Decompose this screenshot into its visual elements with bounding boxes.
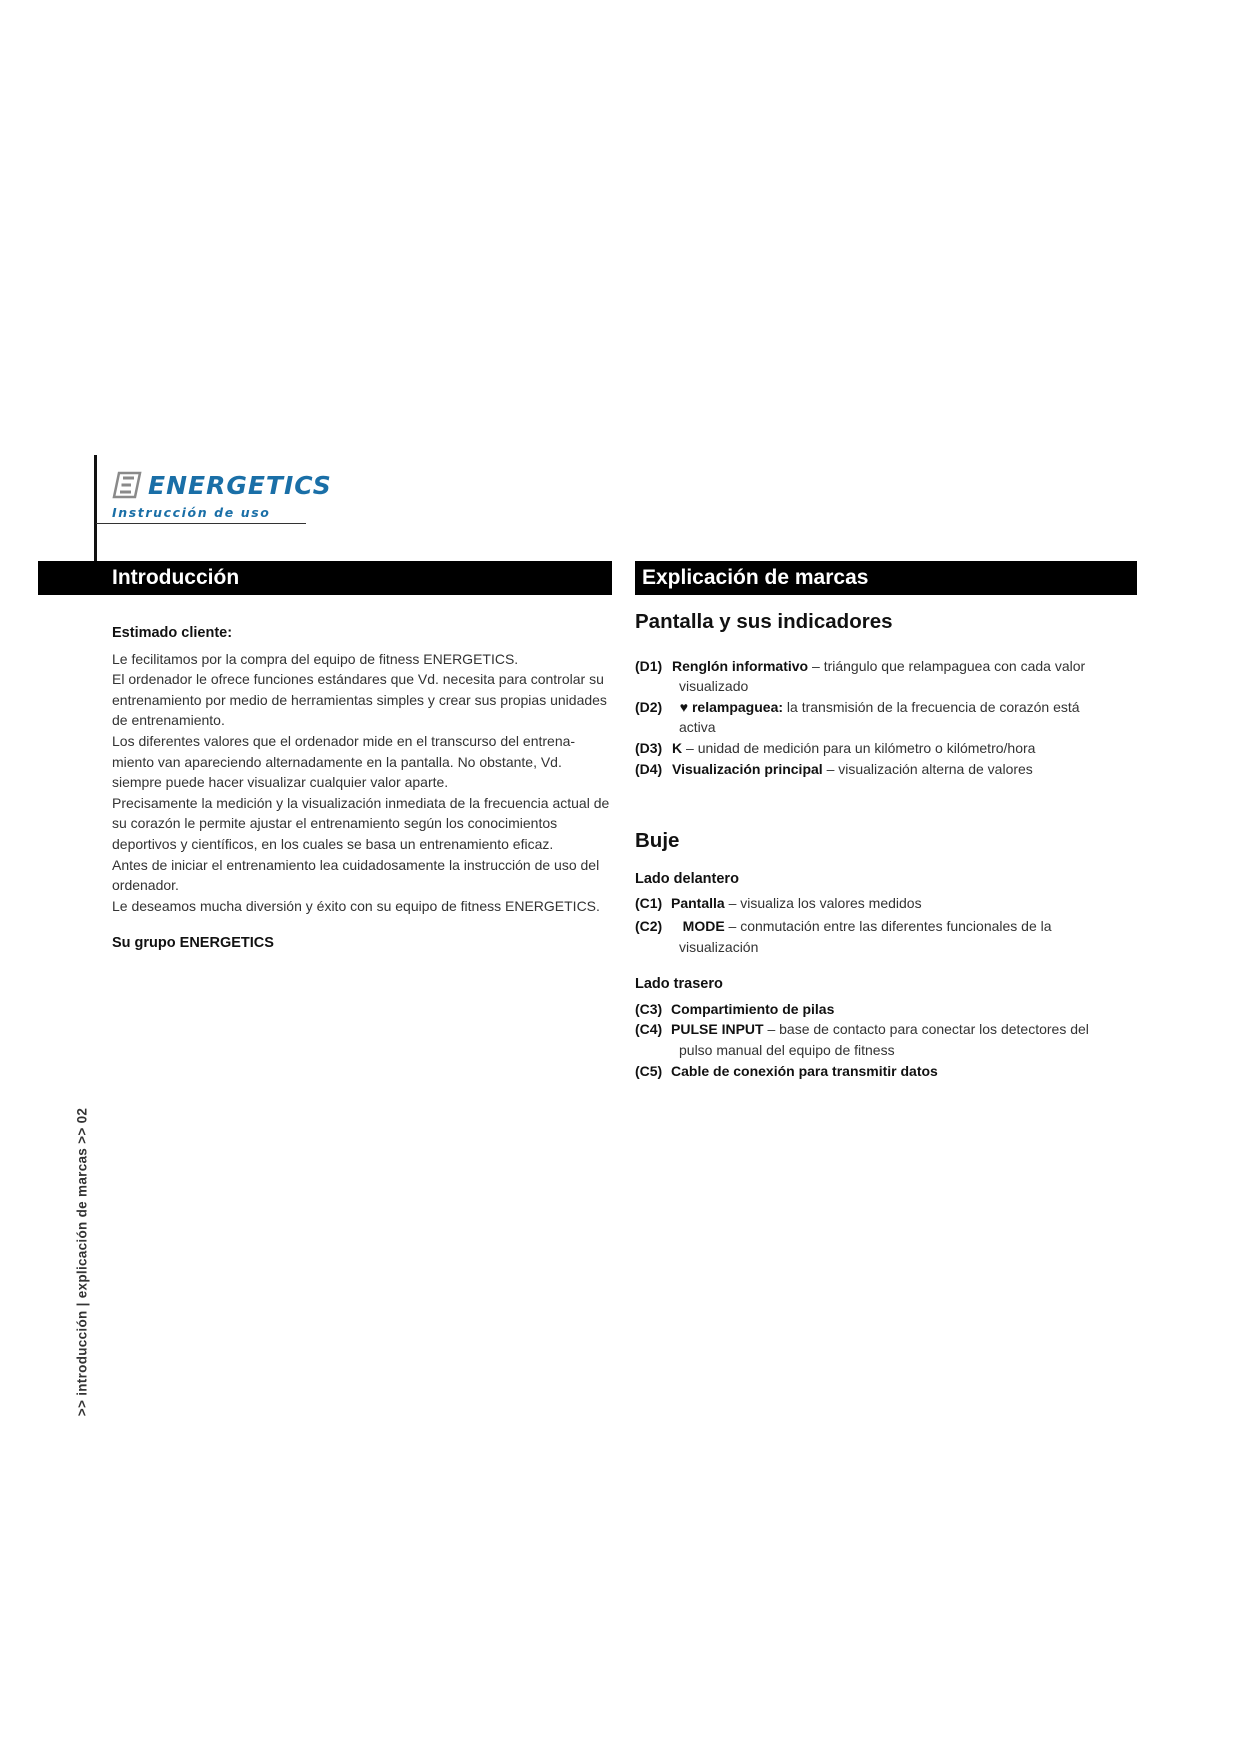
brand-name: ENERGETICS [148, 470, 332, 500]
front-item: (C2) MODE – conmutación entre las diferentes funcionales de la visualización [635, 917, 1052, 955]
intro-column [112, 623, 612, 954]
display-heading: Pantalla y sus indicadores [635, 610, 893, 633]
front-item: (C1) Pantalla – visualiza los valores medidos [635, 895, 922, 912]
intro-paragraph: Precisamente la medición y la visualización inmediata de la frecuencia actual de su corazón le permite ajustar el entrenamiento según los conocimientos deportivos y científicos, en los cuales se basa un entrenamiento eficaz. [112, 794, 610, 852]
back-item: (C5) Cable de conexión para transmitir datos [635, 1062, 938, 1079]
hub-heading: Buje [635, 829, 680, 853]
marks-column [635, 612, 1135, 1081]
intro-paragraph: Le fecilitamos por la compra del equipo de fitness ENERGETICS. [112, 650, 519, 667]
document-subtitle: Instrucción de uso [112, 505, 271, 520]
salutation: Estimado cliente: [112, 625, 233, 641]
intro-paragraph: Antes de iniciar el entrenamiento lea cuidadosamente la instrucción de uso del ordenador. [112, 856, 600, 894]
display-item: (D3) K – unidad de medición para un kilómetro o kilómetro/hora [635, 739, 1036, 756]
side-navigation-text: >> introducción | explicación de marcas >> 02 [74, 1107, 90, 1417]
section-bar-introduccion: Introducción [38, 561, 612, 595]
brand-logo [112, 470, 332, 500]
display-item: (D4) Visualización principal – visualización alterna de valores [635, 760, 1033, 777]
header-rule [96, 523, 306, 524]
display-item: (D2) ♥ relampaguea: la transmisión de la frecuencia de corazón está activa [635, 698, 1080, 736]
back-side-heading: Lado trasero [635, 976, 723, 993]
display-item: (D1) Renglón informativo – triángulo que relampaguea con cada valor visualizado [635, 657, 1086, 695]
intro-paragraph: Le deseamos mucha diversión y éxito con su equipo de fitness ENERGETICS. [112, 897, 600, 914]
back-item: (C4) PULSE INPUT – base de contacto para conectar los detectores del pulso manual del equipo de fitness [635, 1021, 1089, 1058]
intro-paragraph: El ordenador le ofrece funciones estándares que Vd. necesita para controlar su entrenamiento por medio de herramientas simples y crear sus propias unidades de entrenamiento. [112, 671, 607, 729]
signature: Su grupo ENERGETICS [112, 935, 274, 952]
energetics-logo-icon [112, 470, 142, 500]
section-bar-explicacion: Explicación de marcas [635, 561, 1137, 595]
intro-paragraph: Los diferentes valores que el ordenador mide en el transcurso del entrena- miento van apareciendo alternadamente en la pantalla. No obstante, Vd. siempre puede hacer visualizar cualquier valor aparte. [112, 732, 576, 791]
front-side-heading: Lado delantero [635, 870, 739, 887]
back-item: (C3) Compartimiento de pilas [635, 1000, 835, 1017]
header-vertical-rule [94, 455, 97, 563]
